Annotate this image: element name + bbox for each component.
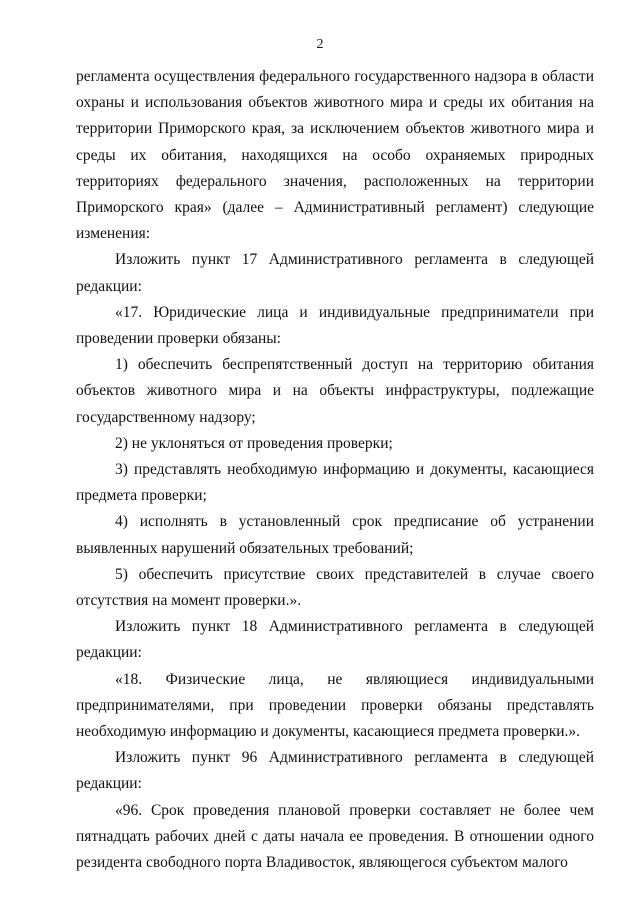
paragraph-amend-item-18: Изложить пункт 18 Административного регламента в следующей редакции: xyxy=(76,618,594,662)
paragraph-amend-item-17: Изложить пункт 17 Административного регламента в следующей редакции: xyxy=(76,251,594,295)
paragraph-item-18-text: «18. Физические лица, не являющиеся индивидуальными предпринимателями, при проведении проверки обязаны представлять необходимую информацию и документы, касающиеся предмета проверки.». xyxy=(76,670,594,741)
paragraph-item-17-intro: «17. Юридические лица и индивидуальные предприниматели при проведении проверки обязаны: xyxy=(76,303,594,348)
paragraph-item-96-text: «96. Срок проведения плановой проверки составляет не более чем пятнадцать рабочих дней с даты начала ее проведения. В отношении одного резидента свободного порта Владивосток, являющегося субъектом малого xyxy=(76,801,594,872)
paragraph-item-17-subitem-3: 3) представлять необходимую информацию и документы, касающиеся предмета проверки; xyxy=(76,461,594,505)
paragraph-amend-item-96: Изложить пункт 96 Административного регламента в следующей редакции: xyxy=(76,749,594,793)
paragraph-regulation-title-continuation: регламента осуществления федерального государственного надзора в области охраны и использования объектов животного мира и среды их обитания на территории Приморского края, за исключением объектов животного мира и среды их обитания, находящихся на особо охраняемых природных территориях федерального значения, расположенных на территории Приморского края» (далее – Административный регламент) следующие изменения: xyxy=(76,68,594,243)
paragraph-item-17-subitem-1: 1) обеспечить беспрепятственный доступ на территорию обитания объектов животного мира и на объекты инфраструктуры, подлежащие государственному надзору; xyxy=(76,356,594,426)
page-number: 2 xyxy=(316,37,324,52)
document-body xyxy=(76,64,594,876)
paragraph-item-17-subitem-5: 5) обеспечить присутствие своих представителей в случае своего отсутствия на момент проверки.». xyxy=(76,565,594,610)
paragraph-item-17-subitem-2: 2) не уклоняться от проведения проверки; xyxy=(115,434,393,452)
paragraph-item-17-subitem-4: 4) исполнять в установленный срок предписание об устранении выявленных нарушений обязательных требований; xyxy=(76,513,594,557)
